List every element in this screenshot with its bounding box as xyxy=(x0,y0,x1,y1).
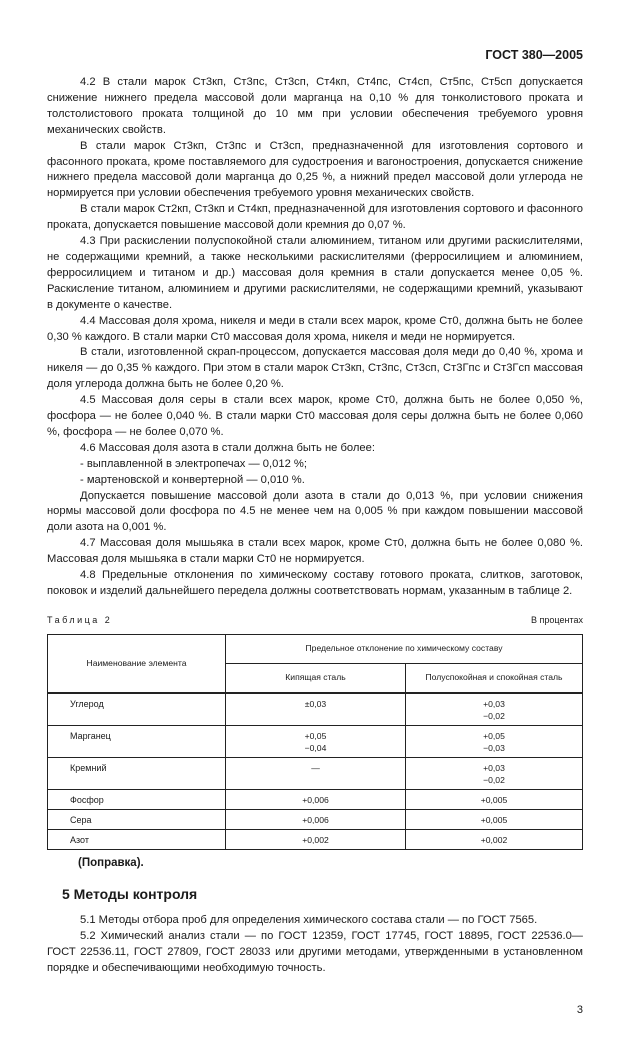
header-element-name: Наименование элемента xyxy=(48,634,226,693)
value-line: +0,002 xyxy=(480,834,508,845)
value-line: +0,005 xyxy=(480,794,508,805)
value-line: −0,02 xyxy=(483,710,505,721)
paragraph: 4.8 Предельные отклонения по химическому составу готового проката, слитков, заготовок, поковок и изделий дальнейшего передела должны соответствовать нормам, указанным в таблице 2. xyxy=(47,569,583,597)
value-line: — xyxy=(311,762,320,773)
value-line: −0,04 xyxy=(304,742,327,753)
value-line: +0,03 xyxy=(483,762,505,773)
paragraph: 5.1 Методы отбора проб для определения химического состава стали — по ГОСТ 7565. xyxy=(80,913,538,926)
document-header: ГОСТ 380—2005 xyxy=(485,48,583,62)
value-line: +0,002 xyxy=(302,834,329,845)
paragraph: 4.5 Массовая доля серы в стали всех марок, кроме Ст0, должна быть не более 0,050 %, фосфора — не более 0,040 %. В стали марки Ст0 массовая доля серы должна быть не более 0,060 %, фосфора — не более 0,070 %. xyxy=(47,394,583,438)
table-units: В процентах xyxy=(531,614,583,625)
header-group: Предельное отклонение по химическому составу xyxy=(226,634,583,663)
section-body xyxy=(47,913,583,977)
body-text xyxy=(47,75,583,600)
table-row xyxy=(48,693,583,726)
paragraph: 4.4 Массовая доля хрома, никеля и меди в стали всех марок, кроме Ст0, должна быть не более 0,30 % каждого. В стали марки Ст0 массовая доля хрома, никеля и меди не нормируется. xyxy=(47,314,583,343)
value-line: +0,05 xyxy=(304,730,327,741)
paragraph: 4.6 Массовая доля азота в стали должна быть не более: xyxy=(80,441,375,454)
list-item: - мартеновской и конвертерной — 0,010 %. xyxy=(80,473,305,486)
value-line: +0,03 xyxy=(483,698,505,709)
killed-value xyxy=(406,789,583,809)
killed-value xyxy=(406,693,583,726)
paragraph: Допускается повышение массовой доли азота в стали до 0,013 %, при условии снижения нормы массовой доли фосфора по 4.5 не менее чем на 0,005 % при каждом повышении массовой доли азота на 0,001 %. xyxy=(47,489,583,534)
table-row xyxy=(48,809,583,829)
rimmed-value xyxy=(226,693,406,726)
table-caption-row xyxy=(47,614,583,626)
rimmed-value xyxy=(226,809,406,829)
value-line: +0,05 xyxy=(483,730,505,741)
paragraph: 5.2 Химический анализ стали — по ГОСТ 12359, ГОСТ 17745, ГОСТ 18895, ГОСТ 22536.0—ГОСТ 22536.11, ГОСТ 27809, ГОСТ 28033 или другими методами, утвержденными в установленном порядке и обеспечивающими необходимую точность. xyxy=(47,929,583,974)
value-line: +0,006 xyxy=(302,814,329,825)
value-line: +0,006 xyxy=(302,794,329,805)
amendment-note: (Поправка). xyxy=(78,856,144,869)
table-caption: Таблица 2 xyxy=(47,614,113,625)
paragraph: 4.7 Массовая доля мышьяка в стали всех марок, кроме Ст0, должна быть не более 0,080 %. Массовая доля мышьяка в стали марки Ст0 не нормируется. xyxy=(47,537,583,566)
element-name: Фосфор xyxy=(48,789,226,809)
paragraph: 4.3 При раскислении полуспокойной стали алюминием, титаном или другими раскислителями, не содержащими кремний, а также несколькими раскислителями (ферросилицием и алюминием, ферросилицием и титаном и др.) массовая доля кремния в стали допускается менее 0,05 %. Раскисление титаном, алюминием и другими раскислителями, не содержащими кремний, указывают в документе о качестве. xyxy=(47,235,583,311)
value-line: +0,005 xyxy=(480,814,508,825)
element-name: Кремний xyxy=(48,757,226,789)
element-name: Углерод xyxy=(48,693,226,726)
element-name: Сера xyxy=(48,809,226,829)
table-row xyxy=(48,757,583,789)
list-item: - выплавленной в электропечах — 0,012 %; xyxy=(80,457,307,470)
element-name: Марганец xyxy=(48,725,226,757)
value-line: −0,03 xyxy=(483,742,505,753)
killed-value xyxy=(406,757,583,789)
table-row xyxy=(48,829,583,849)
killed-value xyxy=(406,725,583,757)
rimmed-value xyxy=(226,725,406,757)
rimmed-value xyxy=(226,757,406,789)
paragraph: В стали марок Ст2кп, Ст3кп и Ст4кп, предназначенной для изготовления сортового и фасонного проката, допускается повышение массовой доли кремния до 0,07 %. xyxy=(47,203,583,232)
value-line: ±0,03 xyxy=(304,698,327,709)
table-row xyxy=(48,789,583,809)
deviation-table xyxy=(47,634,583,850)
paragraph: В стали марок Ст3кп, Ст3пс и Ст3сп, предназначенной для изготовления сортового и фасонного проката, кроме поставляемого для судостроения и вагоностроения, допускается снижение нижнего предела массовой доли марганца до 0,25 %, а нижний предел массовой доли углерода не нормируется при условии обеспечения требуемого уровня механических свойств. xyxy=(47,139,583,200)
rimmed-value xyxy=(226,789,406,809)
header-rimmed-steel: Кипящая сталь xyxy=(226,663,406,693)
header-killed-steel: Полуспокойная и спокойная сталь xyxy=(406,663,583,693)
element-name: Азот xyxy=(48,829,226,849)
value-line: −0,02 xyxy=(483,774,505,785)
page-number: 3 xyxy=(576,1003,583,1016)
killed-value xyxy=(406,829,583,849)
table-row xyxy=(48,725,583,757)
section-title: 5 Методы контроля xyxy=(62,885,198,902)
paragraph: 4.2 В стали марок Ст3кп, Ст3пс, Ст3сп, Ст4кп, Ст4пс, Ст4сп, Ст5пс, Ст5сп допускается снижение нижнего предела массовой доли марганца на 0,10 % для тонколистового проката и толстолистового проката толщиной до 10 мм при условии обеспечения требуемого уровня механических свойств. xyxy=(47,76,583,136)
paragraph: В стали, изготовленной скрап-процессом, допускается массовая доля меди до 0,40 %, хрома и никеля — до 0,35 % каждого. При этом в стали марок Ст3кп, Ст3пс, Ст3сп, Ст3Гпс и Ст3Гсп массовая доля углерода должна быть не более 0,20 %. xyxy=(47,346,583,391)
rimmed-value xyxy=(226,829,406,849)
killed-value xyxy=(406,809,583,829)
